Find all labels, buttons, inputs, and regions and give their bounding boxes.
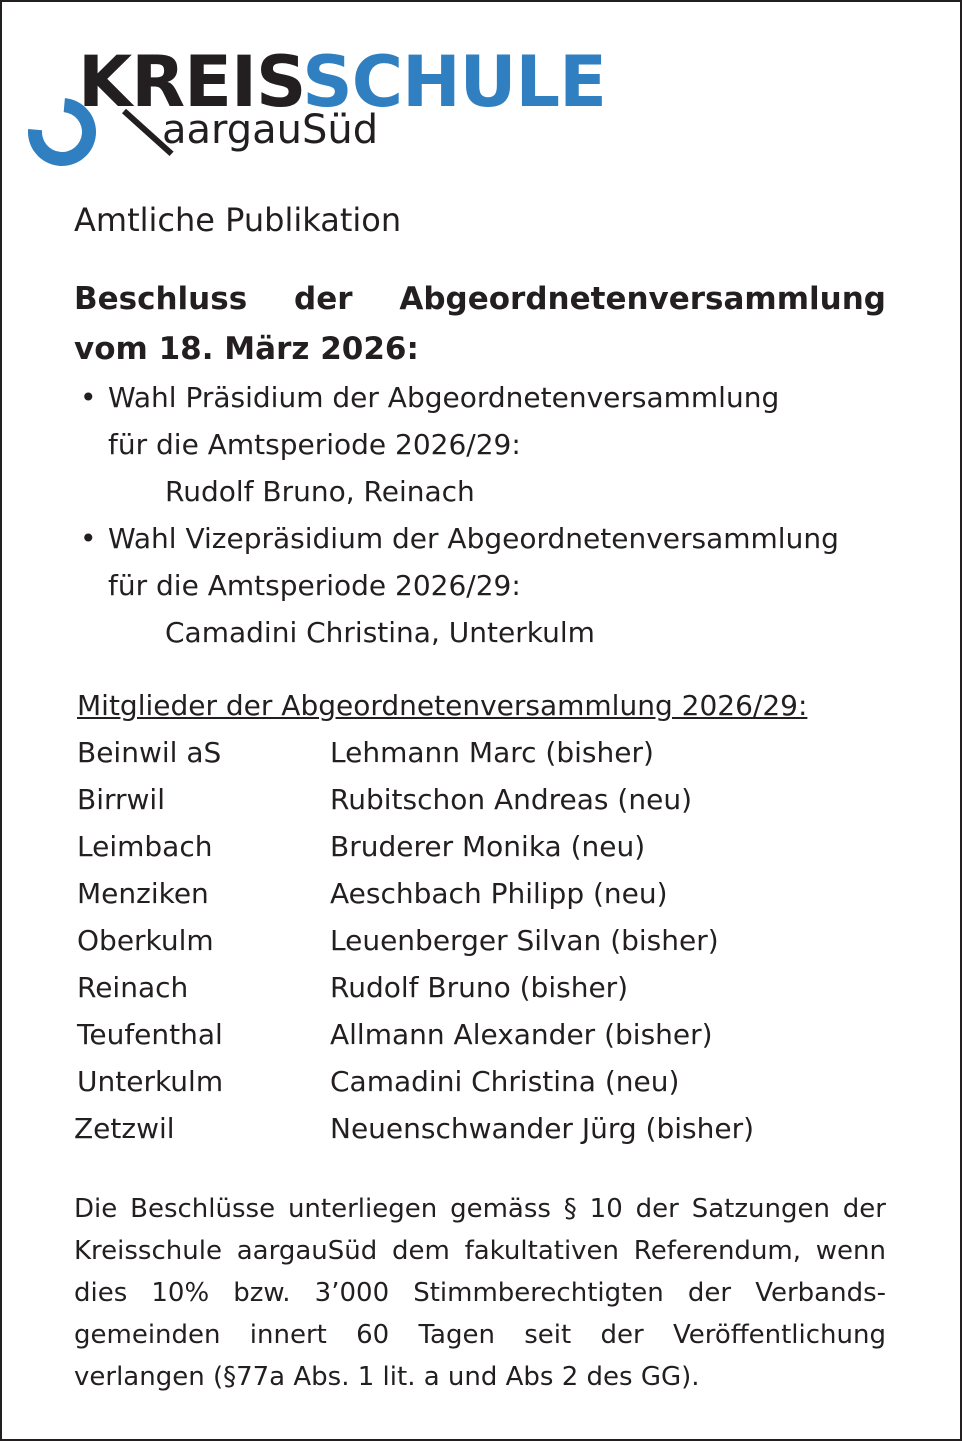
- election-line: für die Amtsperiode 2026/29:: [108, 569, 521, 602]
- member-town: Teufenthal: [77, 1018, 223, 1051]
- bullet-icon: •: [80, 381, 97, 414]
- publication-label: Amtliche Publikation: [74, 201, 402, 239]
- member-row: [77, 870, 886, 917]
- election-line: für die Amtsperiode 2026/29:: [108, 428, 521, 461]
- member-name: Rubitschon Andreas (neu): [330, 783, 692, 816]
- members-title: Mitglieder der Abgeordnetenversammlung 2026/29:: [77, 689, 808, 722]
- heading-line-2: vom 18. März 2026:: [74, 331, 419, 367]
- member-name: Leuenberger Silvan (bisher): [330, 924, 719, 957]
- bullet-icon: •: [80, 522, 97, 555]
- member-row: [77, 823, 886, 870]
- members-list: [74, 729, 886, 1152]
- election-line: Wahl Präsidium der Abgeordnetenversammlung: [108, 381, 780, 414]
- member-name: Neuenschwander Jürg (bisher): [330, 1112, 755, 1145]
- member-name: Allmann Alexander (bisher): [330, 1018, 713, 1051]
- member-town: Reinach: [77, 971, 189, 1004]
- election-item-vice-president: [74, 515, 886, 656]
- member-row: [77, 729, 886, 776]
- election-list: [74, 374, 886, 656]
- heading-line-1: [74, 274, 886, 324]
- election-line: Wahl Vizepräsidium der Abgeordnetenversammlung: [108, 522, 839, 555]
- member-town: Unterkulm: [77, 1065, 224, 1098]
- elected-person: Camadini Christina, Unterkulm: [165, 616, 595, 649]
- member-row: [77, 964, 886, 1011]
- member-town: Leimbach: [77, 830, 213, 863]
- member-town: Beinwil aS: [77, 736, 222, 769]
- heading-word: Beschluss: [74, 281, 248, 317]
- logo-word-dark: KREIS: [78, 41, 303, 123]
- logo-subline: aargauSüd: [162, 107, 379, 153]
- member-name: Bruderer Monika (neu): [330, 830, 646, 863]
- member-town: Zetzwil: [74, 1112, 175, 1145]
- member-row: [77, 776, 886, 823]
- member-row: [77, 1011, 886, 1058]
- member-row: [77, 917, 886, 964]
- member-row: [74, 1105, 886, 1152]
- member-town: Birrwil: [77, 783, 165, 816]
- note-line: Kreisschule aargauSüd dem fakultativen Referendum, wenn: [74, 1236, 886, 1266]
- heading-word: der: [294, 281, 353, 317]
- referendum-note: [74, 1188, 886, 1398]
- kreisschule-logo: [26, 42, 626, 172]
- election-item-president: [74, 374, 886, 515]
- note-line: Die Beschlüsse unterliegen gemäss § 10 der Satzungen der: [74, 1194, 886, 1224]
- elected-person: Rudolf Bruno, Reinach: [165, 475, 475, 508]
- member-row: [77, 1058, 886, 1105]
- logo-word-blue: SCHULE: [302, 41, 606, 123]
- heading-word: Abgeordnetenversammlung: [399, 281, 886, 317]
- member-name: Camadini Christina (neu): [330, 1065, 680, 1098]
- publication-content: [74, 192, 886, 1398]
- member-town: Menziken: [77, 877, 209, 910]
- decision-heading: [74, 274, 886, 374]
- member-name: Lehmann Marc (bisher): [330, 736, 654, 769]
- member-name: Rudolf Bruno (bisher): [330, 971, 629, 1004]
- member-town: Oberkulm: [77, 924, 214, 957]
- note-line: verlangen (§77a Abs. 1 lit. a und Abs 2 des GG).: [74, 1362, 700, 1392]
- note-line: gemeinden innert 60 Tagen seit der Veröffentlichung: [74, 1320, 886, 1350]
- note-line: dies 10% bzw. 3’000 Stimmberechtigten der Verbands-: [74, 1278, 886, 1308]
- member-name: Aeschbach Philipp (neu): [330, 877, 668, 910]
